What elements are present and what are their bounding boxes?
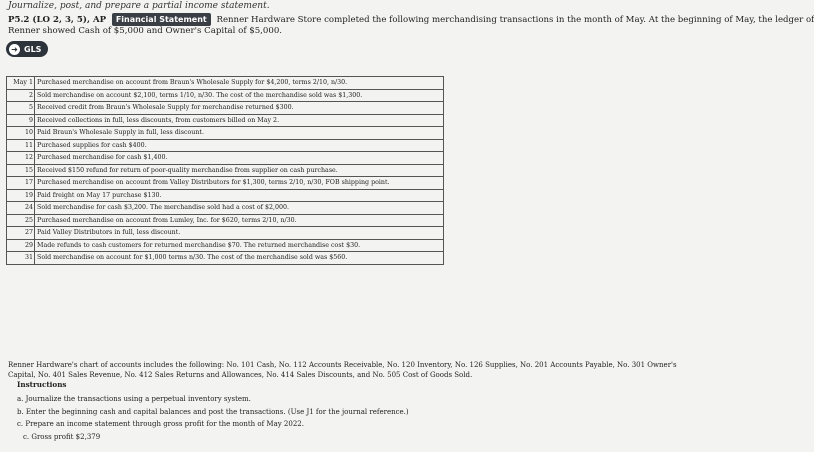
table-row — [7, 239, 444, 252]
instruction-b: b. Enter the beginning cash and capital balances and post the transactions. (Use J1 for the journal reference.) — [17, 407, 409, 416]
transaction-date: May 1 — [7, 77, 35, 90]
problem-intro: Renner Hardware Store completed the following merchandising transactions in the month of May. At the beginning of May, the ledger of — [216, 15, 814, 25]
transaction-date: 19 — [7, 189, 35, 202]
transaction-date: 24 — [7, 202, 35, 215]
transaction-description: Received collections in full, less discounts, from customers billed on May 2. — [35, 114, 444, 127]
transaction-date: 5 — [7, 102, 35, 115]
gls-button-label: GLS — [24, 44, 42, 54]
transaction-description: Purchased merchandise on account from Lumley, Inc. for $620, terms 2/10, n/30. — [35, 214, 444, 227]
transaction-description: Paid freight on May 17 purchase $130. — [35, 189, 444, 202]
instruction-a: a. Journalize the transactions using a perpetual inventory system. — [17, 395, 251, 403]
table-row — [7, 164, 444, 177]
transaction-date: 2 — [7, 89, 35, 102]
transaction-date: 9 — [7, 114, 35, 127]
problem-code: P5.2 (LO 2, 3, 5), AP — [8, 15, 107, 25]
transaction-description: Purchased merchandise on account from Braun's Wholesale Supply for $4,200, terms 2/10, n/30. — [35, 77, 444, 90]
transaction-description: Paid Braun's Wholesale Supply in full, less discount. — [35, 127, 444, 140]
transaction-date: 10 — [7, 127, 35, 140]
transaction-date: 11 — [7, 139, 35, 152]
transaction-description: Received credit from Braun's Wholesale Supply for merchandise returned $300. — [35, 102, 444, 115]
table-row — [7, 139, 444, 152]
gls-button[interactable] — [6, 41, 48, 57]
problem-subtitle: Journalize, post, and prepare a partial income statement. — [8, 1, 270, 11]
instruction-c: c. Prepare an income statement through gross profit for the month of May 2022. — [17, 420, 304, 428]
table-row — [7, 227, 444, 240]
transaction-description: Sold merchandise on account for $1,000 terms n/30. The cost of the merchandise sold was $560. — [35, 252, 444, 265]
chart-of-accounts — [8, 360, 698, 380]
arrow-right-icon: ➜ — [9, 44, 20, 55]
chart-of-accounts-line-1: Renner Hardware's chart of accounts includes the following: No. 101 Cash, No. 112 Accounts Receivable, No. 120 Inventory, No. 126 Supplies, No. 201 Accounts Payable, No. 301 Owner's — [8, 361, 677, 369]
table-row — [7, 177, 444, 190]
table-row — [7, 114, 444, 127]
transaction-date: 17 — [7, 177, 35, 190]
transactions-table — [6, 76, 444, 265]
transaction-date: 29 — [7, 239, 35, 252]
transaction-description: Sold merchandise on account $2,100, terms 1/10, n/30. The cost of the merchandise sold was $1,300. — [35, 89, 444, 102]
transaction-date: 12 — [7, 152, 35, 165]
table-row — [7, 152, 444, 165]
transaction-date: 27 — [7, 227, 35, 240]
table-row — [7, 89, 444, 102]
table-row — [7, 77, 444, 90]
table-row — [7, 214, 444, 227]
table-row — [7, 202, 444, 215]
instruction-c-answer: c. Gross profit $2,379 — [23, 432, 101, 441]
financial-statement-tag: Financial Statement — [112, 13, 211, 26]
transaction-description: Purchased merchandise on account from Valley Distributors for $1,300, terms 2/10, n/30, FOB shipping point. — [35, 177, 444, 190]
problem-header — [8, 13, 814, 26]
transaction-description: Made refunds to cash customers for returned merchandise $70. The returned merchandise cost $30. — [35, 239, 444, 252]
transaction-description: Purchased merchandise for cash $1,400. — [35, 152, 444, 165]
transaction-date: 31 — [7, 252, 35, 265]
instructions-list — [17, 395, 409, 445]
table-row — [7, 127, 444, 140]
transaction-date: 25 — [7, 214, 35, 227]
instructions-heading: Instructions — [17, 380, 67, 389]
transaction-description: Paid Valley Distributors in full, less discount. — [35, 227, 444, 240]
table-row — [7, 189, 444, 202]
table-row — [7, 102, 444, 115]
transaction-description: Purchased supplies for cash $400. — [35, 139, 444, 152]
problem-intro-continued: Renner showed Cash of $5,000 and Owner's Capital of $5,000. — [8, 26, 283, 36]
transaction-date: 15 — [7, 164, 35, 177]
transaction-description: Sold merchandise for cash $3,200. The merchandise sold had a cost of $2,000. — [35, 202, 444, 215]
chart-of-accounts-line-2: Capital, No. 401 Sales Revenue, No. 412 Sales Returns and Allowances, No. 414 Sales Discounts, and No. 505 Cost of Goods Sold. — [8, 371, 473, 379]
transaction-description: Received $150 refund for return of poor-quality merchandise from supplier on cash purchase. — [35, 164, 444, 177]
table-row — [7, 252, 444, 265]
